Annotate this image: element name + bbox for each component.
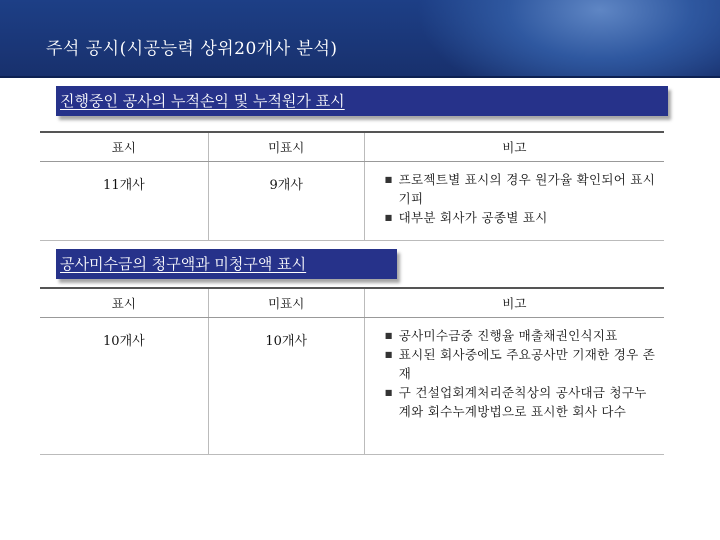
- section-2-title: 공사미수금의 청구액과 미청구액 표시: [60, 255, 307, 273]
- column-header-remarks: 비고: [364, 288, 664, 318]
- remarks-cell: [364, 318, 664, 455]
- section-1-title: 진행중인 공사의 누적손익 및 누적원가 표시: [60, 92, 345, 110]
- section-1-table: [40, 131, 664, 241]
- remarks-cell: [364, 162, 664, 241]
- remark-item: ■ 프로젝트별 표시의 경우 원가율 확인되어 표시 기피: [387, 170, 656, 208]
- table-header-row: [40, 132, 664, 162]
- section-2-heading: [56, 249, 397, 279]
- table-row: [40, 162, 664, 241]
- remark-item: ■ 공사미수금중 진행율 매출채권인식지표: [387, 326, 656, 345]
- slide-header: [0, 0, 720, 78]
- disclosed-count: 11개사: [40, 162, 208, 241]
- not-disclosed-count: 10개사: [208, 318, 364, 455]
- remark-item: ■ 대부분 회사가 공종별 표시: [387, 208, 656, 227]
- remark-item: ■ 구 건설업회계처리준칙상의 공사대금 청구누계와 회수누계방법으로 표시한 회사 다수: [387, 383, 656, 421]
- table-header-row: [40, 288, 664, 318]
- column-header-disclosed: 표시: [40, 132, 208, 162]
- column-header-not-disclosed: 미표시: [208, 288, 364, 318]
- not-disclosed-count: 9개사: [208, 162, 364, 241]
- slide-title: 주석 공시(시공능력 상위20개사 분석): [46, 39, 338, 59]
- remark-item: ■ 표시된 회사중에도 주요공사만 기재한 경우 존재: [387, 345, 656, 383]
- section-1-heading: [56, 86, 668, 116]
- remarks-list: [387, 170, 656, 227]
- column-header-disclosed: 표시: [40, 288, 208, 318]
- section-2-table: [40, 287, 664, 455]
- remarks-list: [387, 326, 656, 421]
- column-header-remarks: 비고: [364, 132, 664, 162]
- disclosed-count: 10개사: [40, 318, 208, 455]
- table-row: [40, 318, 664, 455]
- column-header-not-disclosed: 미표시: [208, 132, 364, 162]
